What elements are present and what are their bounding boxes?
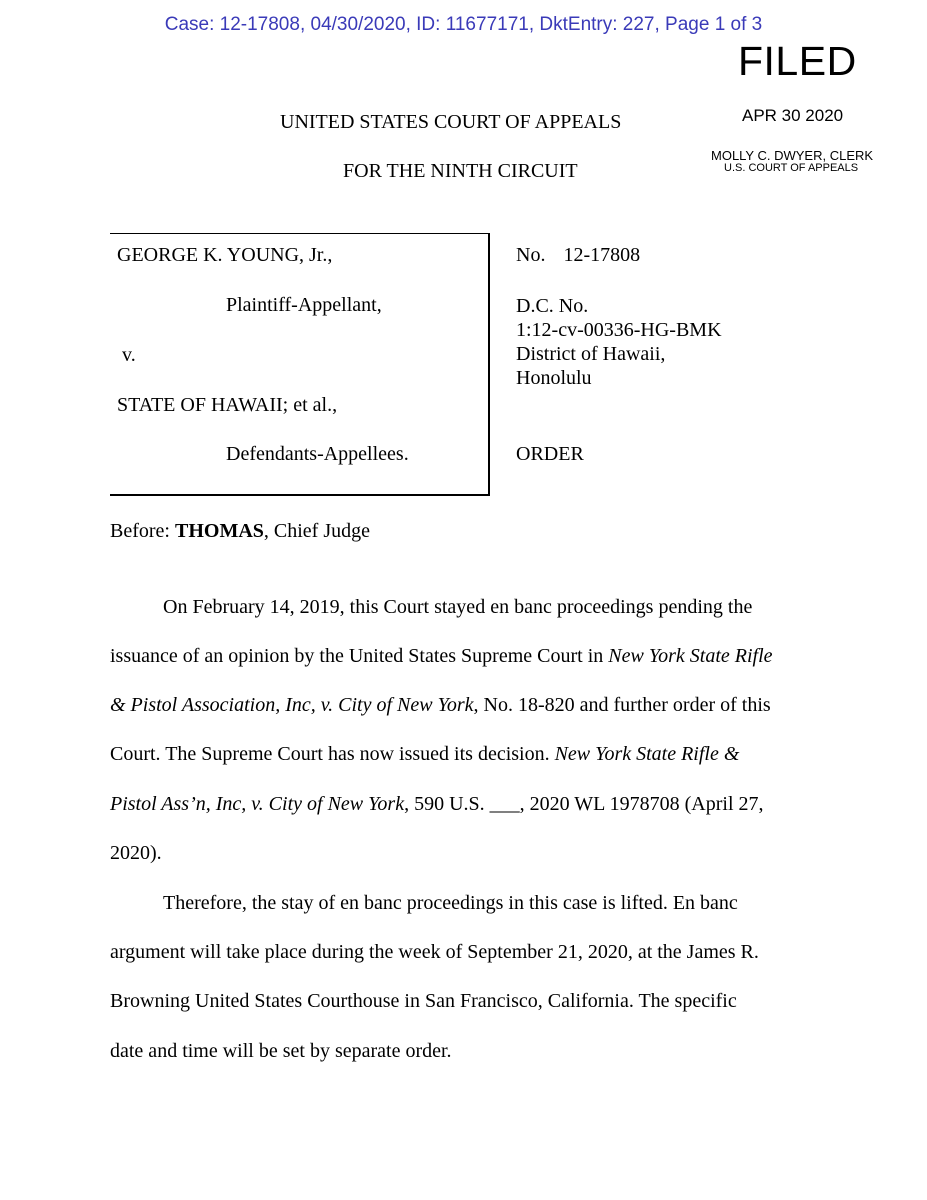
para1-line5-text: , 590 U.S. ___, 2020 WL 1978708 (April 27, <box>404 793 764 815</box>
clerk-court: U.S. COURT OF APPEALS <box>724 162 859 174</box>
before-line <box>110 520 370 543</box>
dc-number: 1:12-cv-00336-HG-BMK <box>516 319 722 341</box>
court-name: UNITED STATES COURT OF APPEALS <box>280 111 622 133</box>
para1-line3 <box>110 694 771 717</box>
para2-line2: argument will take place during the week of September 21, 2020, at the James R. <box>110 941 759 963</box>
docket-label: No. <box>516 244 546 266</box>
para1-line5 <box>110 793 764 816</box>
para1-line4 <box>110 743 739 766</box>
clerk-name: MOLLY C. DWYER, CLERK <box>711 148 874 163</box>
para1-line1: On February 14, 2019, this Court stayed en banc proceedings pending the <box>163 596 753 618</box>
case-citation-italic: New York State Rifle <box>608 645 773 667</box>
case-citation-italic: New York State Rifle & <box>554 743 740 765</box>
case-citation-italic: Pistol Ass’n, Inc, v. City of New York <box>110 793 405 815</box>
appellant-role: Plaintiff-Appellant, <box>226 294 382 316</box>
judge-name: THOMAS <box>174 520 264 542</box>
clerk-block <box>711 150 873 174</box>
appellee-name: STATE OF HAWAII; et al., <box>117 394 338 416</box>
para1-line2-text: issuance of an opinion by the United States Supreme Court in <box>110 645 609 667</box>
para1-line2 <box>110 645 773 668</box>
para1-line6: 2020). <box>110 842 162 864</box>
filed-stamp: FILED <box>738 38 857 84</box>
para2-line4: date and time will be set by separate order. <box>110 1040 452 1062</box>
docket-value: 12-17808 <box>563 244 641 266</box>
case-citation-italic: & Pistol Association, Inc, v. City of New York <box>110 694 474 716</box>
judge-title: , Chief Judge <box>263 520 370 542</box>
filed-date: APR 30 2020 <box>742 106 844 125</box>
document-type: ORDER <box>516 443 584 465</box>
versus: v. <box>122 344 136 366</box>
para1-line3-text: , No. 18-820 and further order of this <box>473 694 771 716</box>
dc-label: D.C. No. <box>516 295 589 317</box>
district: District of Hawaii, <box>516 343 666 365</box>
appellant-name: GEORGE K. YOUNG, Jr., <box>117 244 333 266</box>
para2-line1: Therefore, the stay of en banc proceedings in this case is lifted. En banc <box>163 892 738 914</box>
appellee-role: Defendants-Appellees. <box>226 443 409 465</box>
court-circuit: FOR THE NINTH CIRCUIT <box>343 160 578 182</box>
district-court-block <box>516 294 722 390</box>
case-header: Case: 12-17808, 04/30/2020, ID: 11677171, DktEntry: 227, Page 1 of 3 <box>164 14 763 35</box>
para1-line4-text: Court. The Supreme Court has now issued its decision. <box>110 743 555 765</box>
before-label: Before: <box>110 520 175 542</box>
docket-number <box>516 244 640 267</box>
city: Honolulu <box>516 367 592 389</box>
para2-line3: Browning United States Courthouse in San Francisco, California. The specific <box>110 990 737 1012</box>
